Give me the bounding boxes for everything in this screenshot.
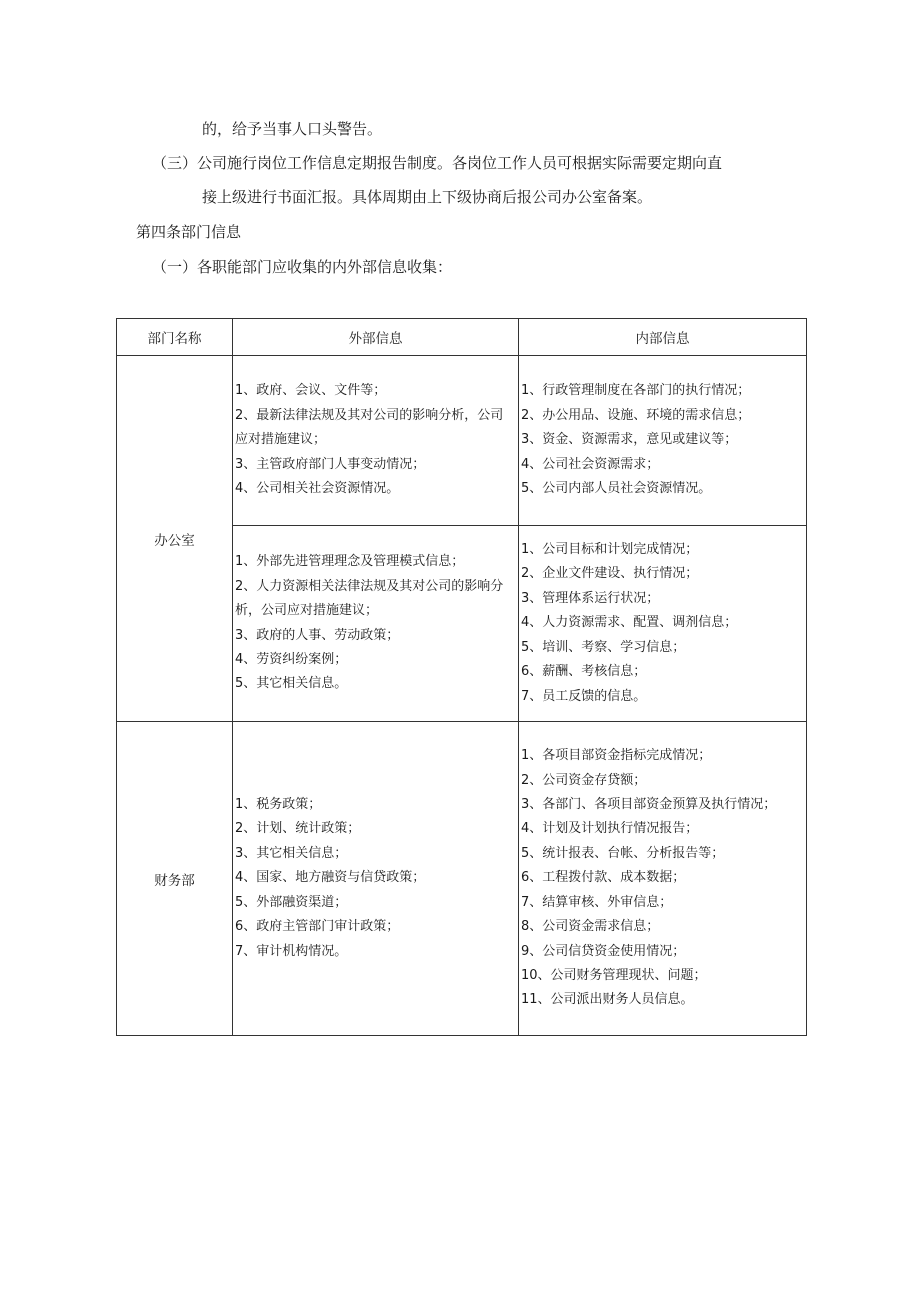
list-item: 2、企业文件建设、执行情况； [521, 566, 699, 582]
list-item: 7、员工反馈的信息。 [521, 688, 647, 704]
internal-list [521, 744, 804, 1012]
list-item: 4、国家、地方融资与信贷政策； [235, 870, 426, 886]
list-item: 2、最新法律法规及其对公司的影响分析，公司应对措施建议； [235, 407, 504, 448]
list-item: 3、其它相关信息； [235, 845, 348, 861]
dept-finance: 财务部 [117, 722, 233, 1036]
external-info-cell [233, 526, 519, 722]
list-item: 1、公司目标和计划完成情况； [521, 542, 699, 558]
list-item: 6、工程拨付款、成本数据； [521, 870, 686, 886]
list-item: 4、公司相关社会资源情况。 [235, 481, 400, 497]
list-item: 2、人力资源相关法律法规及其对公司的影响分析，公司应对措施建议； [235, 578, 504, 619]
list-item: 6、薪酬、考核信息； [521, 664, 647, 680]
list-item: 8、公司资金需求信息； [521, 919, 660, 935]
list-item: 3、资金、资源需求，意见或建议等； [521, 432, 738, 448]
list-item: 4、劳资纠纷案例； [235, 651, 348, 667]
department-info-table [116, 318, 807, 1036]
paragraph-clause-3-cont: 接上级进行书面汇报。具体周期由上下级协商后报公司办公室备案。 [202, 188, 653, 206]
table-header-row [117, 319, 807, 356]
external-info-cell [233, 356, 519, 526]
header-dept-name: 部门名称 [117, 319, 233, 356]
list-item: 4、计划及计划执行情况报告； [521, 821, 699, 837]
header-internal-info: 内部信息 [519, 319, 807, 356]
list-item: 11、公司派出财务人员信息。 [521, 992, 694, 1008]
list-item: 3、主管政府部门人事变动情况； [235, 456, 426, 472]
paragraph-warning: 的，给予当事人口头警告。 [202, 120, 383, 138]
list-item: 2、公司资金存贷额； [521, 772, 647, 788]
list-item: 2、办公用品、设施、环境的需求信息； [521, 407, 751, 423]
paragraph-clause-3: （三）公司施行岗位工作信息定期报告制度。各岗位工作人员可根据实际需要定期向直 [152, 154, 723, 172]
section-heading: 第四条部门信息 [136, 223, 242, 241]
internal-info-cell [519, 722, 807, 1036]
external-list [235, 550, 516, 696]
list-item: 1、政府、会议、文件等； [235, 383, 387, 399]
list-item: 7、结算审核、外审信息； [521, 894, 673, 910]
internal-list [521, 379, 804, 501]
list-item: 7、审计机构情况。 [235, 943, 348, 959]
list-item: 10、公司财务管理现状、问题； [521, 967, 707, 983]
list-item: 5、培训、考察、学习信息； [521, 639, 686, 655]
external-info-cell [233, 722, 519, 1036]
list-item: 6、政府主管部门审计政策； [235, 919, 400, 935]
list-item: 1、税务政策； [235, 797, 322, 813]
external-list [235, 379, 516, 501]
dept-office: 办公室 [117, 356, 233, 722]
list-item: 1、行政管理制度在各部门的执行情况； [521, 383, 751, 399]
internal-info-cell [519, 356, 807, 526]
list-item: 9、公司信贷资金使用情况； [521, 943, 686, 959]
list-item: 5、统计报表、台帐、分析报告等； [521, 845, 725, 861]
list-item: 5、公司内部人员社会资源情况。 [521, 481, 712, 497]
list-item: 3、各部门、各项目部资金预算及执行情况； [521, 797, 777, 813]
list-item: 4、公司社会资源需求； [521, 456, 660, 472]
table-row [117, 356, 807, 526]
table-row [117, 722, 807, 1036]
list-item: 4、人力资源需求、配置、调剂信息； [521, 615, 738, 631]
header-external-info: 外部信息 [233, 319, 519, 356]
list-item: 1、外部先进管理理念及管理模式信息； [235, 554, 465, 570]
external-list [235, 793, 516, 964]
list-item: 5、其它相关信息。 [235, 676, 348, 692]
internal-list [521, 538, 804, 709]
list-item: 3、政府的人事、劳动政策； [235, 627, 400, 643]
list-item: 2、计划、统计政策； [235, 821, 361, 837]
list-item: 3、管理体系运行状况； [521, 590, 660, 606]
list-item: 5、外部融资渠道； [235, 894, 348, 910]
list-item: 1、各项目部资金指标完成情况； [521, 748, 712, 764]
internal-info-cell [519, 526, 807, 722]
paragraph-clause-1: （一）各职能部门应收集的内外部信息收集： [152, 258, 453, 276]
